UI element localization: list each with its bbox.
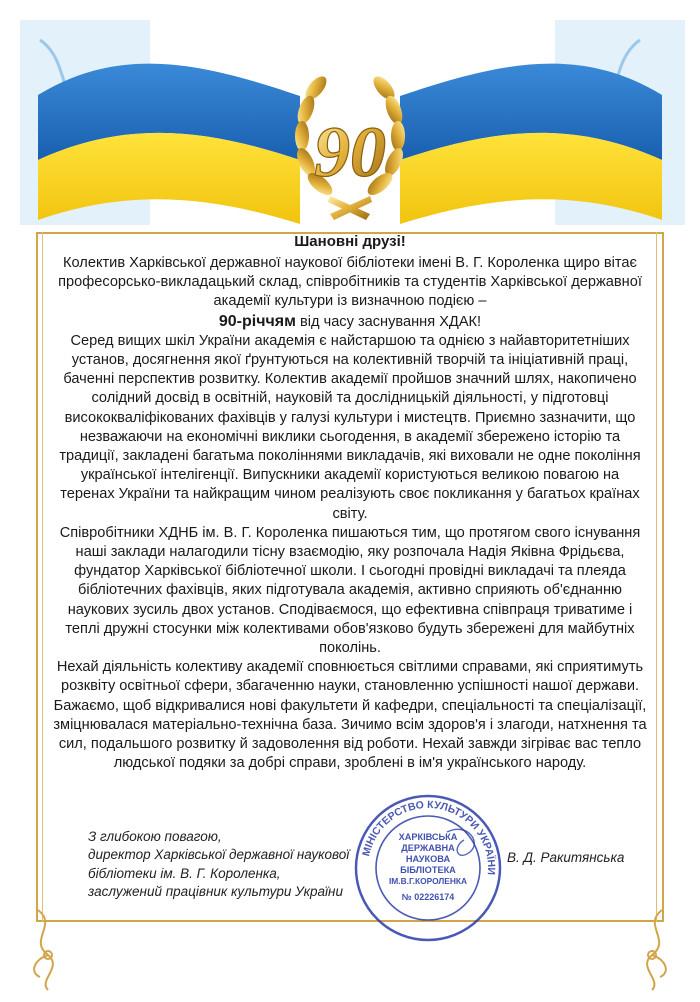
signer-institution: бібліотеки ім. В. Г. Короленка, <box>88 865 281 881</box>
greeting: Шановні друзі! <box>294 233 406 250</box>
corner-ornament-left <box>18 905 78 995</box>
intro-tail: від часу заснування ХДАК! <box>295 313 482 330</box>
anniversary-banner <box>0 0 700 236</box>
stamp-line-1: ХАРКІВСЬКА <box>398 832 458 842</box>
stamp-line-5: ІМ.В.Г.КОРОЛЕНКА <box>388 876 468 886</box>
paragraph-academy: Серед вищих шкіл України академія є найстаршою та однією з найавторитетніших установ, досягнення якої ґрунтуються на колективній творчій та ініціативній праці, баченні перспектив розвитку. Колектив академії пройшов значний шлях, накопичено солідний досвід в освітній, науковій та дослідницькій діяльності, у підготовці висококваліфікованих фахівців у галузі культури і мистецтв. Приємно зазначити, що незважаючи на економічні виклики сьогодення, в академії збережено історію та традиції, закладені багатьма поколіннями викладачів, які виховали не одне покоління української інтелігенції. Випускники академії користуються великою повагою на теренах України та найкращим чином реалізують своє покликання у багатьох країнах світу. <box>59 332 641 522</box>
frame-left-line <box>36 232 38 922</box>
frame-left-inner-line <box>42 232 43 922</box>
official-stamp <box>352 792 504 944</box>
stamp-line-3: НАУКОВА <box>405 854 451 864</box>
stamp-ring-text: МІНІСТЕРСТВО КУЛЬТУРИ УКРАЇНИ <box>360 798 498 876</box>
stamp-code: № 02226174 <box>401 892 455 902</box>
signer-position: директор Харківської державної наукової <box>88 847 350 863</box>
paragraph-wishes: Нехай діяльність колективу академії сповнюється світлими справами, які сприятимуть розквіту освітньої сфери, збагаченню науки, становленню успішності нашої держави. Бажаємо, щоб відкривалися нові факультети й кафедри, спеціальності та спеціалізації, зміцнювалася матеріально-технічна база. Зичимо всім здоров'я і злагоди, натхнення та сил, подальшого розвитку й задоволення від роботи. Нехай завжди зігріває вас тепло людської подяки за добрі справи, зроблені в ім'я українського народу. <box>53 659 647 772</box>
signature-block <box>88 828 388 902</box>
frame-right-inner-line <box>656 232 657 922</box>
intro-text: Колектив Харківської державної наукової бібліотеки імені В. Г. Короленка щиро вітає професорсько-викладацький склад, співробітників та студентів Харківської державної академії культури із визначною подією – <box>58 255 642 310</box>
signer-title: заслужений працівник культури України <box>88 884 343 900</box>
signer-name: В. Д. Ракитянська <box>507 850 625 865</box>
stamp-line-4: БІБЛІОТЕКА <box>400 865 456 875</box>
closing-line: З глибокою повагою, <box>88 829 222 844</box>
stamp-line-2: ДЕРЖАВНА <box>401 843 455 853</box>
anniversary-highlight: 90-річчям <box>218 312 296 330</box>
letter-body <box>52 232 648 773</box>
paragraph-cooperation: Співробітники ХДНБ ім. В. Г. Короленка пишаються тим, що протягом свого існування наші заклади налагодили тісну взаємодію, яку розпочала Надія Яківна Фрідьєва, фундатор Харківської бібліотечної школи. І сьогодні провідні викладачі та плеяда бібліотечних фахівців, яких підготувала академія, активно сприяють об'єднанню наукових зусиль двох установ. Сподіваємося, що ефективна співпраця триватиме і теплі дружні стосунки між колективами обов'язково будуть збережені для майбутніх поколінь. <box>59 524 641 657</box>
frame-right-line <box>662 232 664 922</box>
frame-bottom-line <box>36 920 664 922</box>
paragraph-intro <box>52 254 648 332</box>
anniversary-number: 90 <box>314 112 386 192</box>
corner-ornament-right <box>622 905 682 995</box>
